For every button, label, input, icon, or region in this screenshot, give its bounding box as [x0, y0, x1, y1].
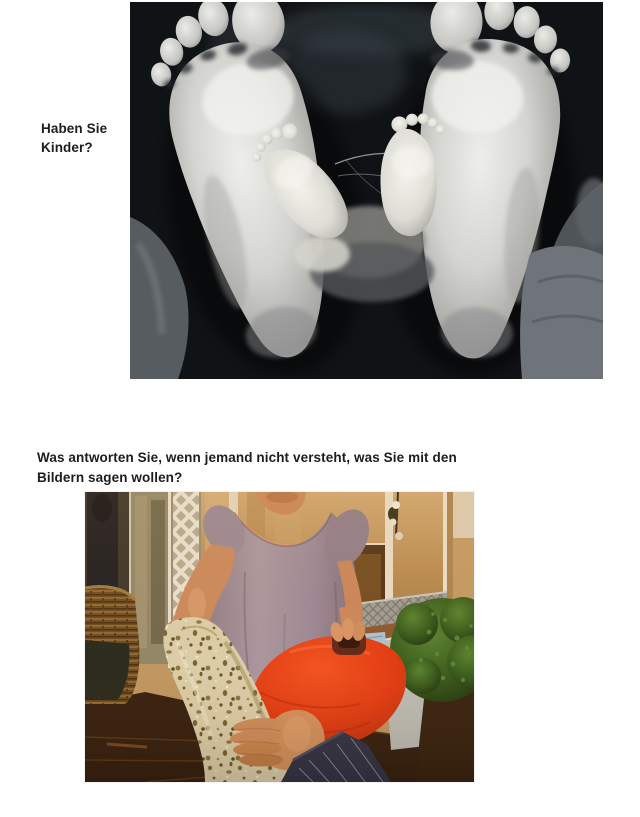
- question-line: Bildern sagen wollen?: [37, 470, 183, 485]
- question-was-antworten-sie: [37, 448, 457, 488]
- feet-photo: [130, 2, 603, 379]
- question-line: Haben Sie: [41, 121, 108, 136]
- feet-photo-illustration: [130, 2, 603, 379]
- light-overlay: [85, 492, 474, 782]
- question-haben-sie-kinder: [41, 119, 107, 157]
- question-line: Was antworten Sie, wenn jemand nicht versteht, was Sie mit den: [37, 450, 457, 465]
- handover-photo: [85, 492, 474, 782]
- handover-photo-illustration: [85, 492, 474, 782]
- question-line: Kinder?: [41, 140, 93, 155]
